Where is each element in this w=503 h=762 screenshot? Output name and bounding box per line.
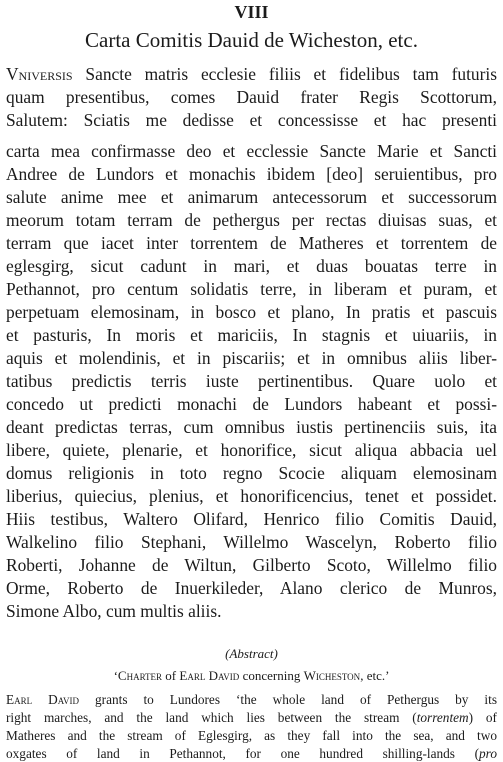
charter-line: libere, quiete, plenarie, et honorifice, sicut aliqua abbacia uel	[6, 440, 497, 460]
abstract-title: ‘Charter of Earl David concerning Wicheston, etc.’	[113, 668, 390, 683]
charter-line: Vniversis Sancte matris ecclesie filiis et fidelibus tam futuris	[6, 64, 497, 84]
charter-line: terram que iacet inter torrentem de Matheres et torrentem de	[6, 233, 497, 253]
charter-line: domus religionis in toto regno Scocie aliquam elemosinam	[6, 463, 497, 483]
charter-line: et pasturis, In moris et mariciis, In stagnis et uiuariis, in	[6, 325, 497, 345]
charter-line: Orme, Roberto de Inuerkileder, Alano clerico de Munros,	[6, 578, 497, 598]
abstract-line: right marches, and the land which lies between the stream (torrentem) of	[6, 710, 497, 725]
charter-line: Walkelino filio Stephani, Willelmo Wascelyn, Roberto filio	[6, 532, 497, 552]
charter-line: aquis et molendinis, et in piscariis; et in omnibus aliis liber-	[6, 348, 497, 368]
charter-title: Carta Comitis Dauid de Wicheston, etc.	[85, 28, 418, 52]
charter-line: liberius, quiecius, plenius, et honorificencius, tenet et possidet.	[6, 486, 497, 506]
abstract-line: oxgates of land in Pethannot, for one hundred shilling-lands (pro	[6, 746, 497, 761]
charter-line: carta mea confirmasse deo et ecclessie Sancte Marie et Sancti	[6, 141, 497, 161]
charter-line: Salutem: Sciatis me dedisse et concessisse et hac presenti	[6, 110, 497, 130]
charter-line: concedo ut predicti monachi de Lundors habeant et possi-	[6, 394, 497, 414]
charter-number: VIII	[234, 2, 269, 22]
abstract-line: Earl David grants to Lundores ‘the whole land of Pethergus by its	[6, 692, 497, 707]
charter-line: quam presentibus, comes Dauid frater Regis Scottorum,	[6, 87, 497, 107]
charter-line: Pethannot, pro centum solidatis terre, in liberam et puram, et	[6, 279, 497, 299]
charter-line: meorum totam terram de pethergus per rectas diuisas suas, et	[6, 210, 497, 230]
charter-line: Andree de Lundors et monachis ibidem [deo] seruientibus, pro	[6, 164, 497, 184]
charter-line: deant predictas terras, cum omnibus iustis pertinenciis suis, ita	[6, 417, 497, 437]
abstract-line: Matheres and the stream of Eglesgirg, as they fall into the sea, and two	[6, 728, 497, 743]
charter-line: perpetuam elemosinam, in bosco et plano, In pratis et pascuis	[6, 302, 497, 322]
charter-line: salute anime mee et animarum antecessorum et successorum	[6, 187, 497, 207]
abstract-label: (Abstract)	[225, 646, 278, 661]
charter-line: tatibus predictis terris iuste pertinentibus. Quare uolo et	[6, 371, 497, 391]
charter-line: Simone Albo, cum multis aliis.	[6, 601, 222, 621]
opening-word: Vniversis	[6, 64, 73, 84]
charter-line: eglesgirg, sicut cadunt in mari, et duas bouatas terre in	[6, 256, 497, 276]
charter-line: Roberti, Johanne de Wiltun, Gilberto Scoto, Willelmo filio	[6, 555, 497, 575]
charter-line: Hiis testibus, Waltero Olifard, Henrico filio Comitis Dauid,	[6, 509, 497, 529]
